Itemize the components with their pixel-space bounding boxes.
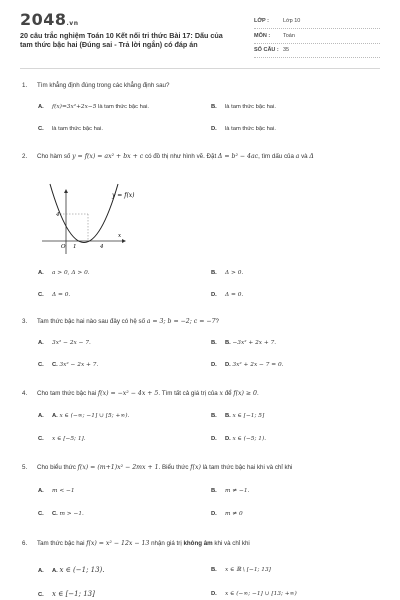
question-text: để xyxy=(222,390,234,397)
option-label: C. xyxy=(38,292,44,298)
option-label: B. xyxy=(211,340,217,346)
option-label: A. xyxy=(38,270,44,276)
question-text: Cho biểu thức xyxy=(37,464,78,471)
question-number: 5. xyxy=(22,464,28,471)
q4-option-c[interactable] xyxy=(38,436,86,442)
logo-suffix: .vn xyxy=(66,20,79,27)
option-label: C. xyxy=(38,436,44,442)
meta-class-key: LỚP : xyxy=(254,18,269,24)
question-number: 6. xyxy=(22,540,28,547)
document-title: 20 câu trắc nghiệm Toán 10 Kết nối tri thức Bài 17: Dấu của tam thức bậc hai (Đúng sai - Trả lời ngắn) có đáp án xyxy=(20,31,223,49)
question-text: Tìm khẳng định đúng trong các khẳng định sau? xyxy=(37,82,170,89)
question-text: có đồ thị như hình vẽ. Đặt xyxy=(143,153,218,160)
option-math: Δ > 0. xyxy=(225,270,244,276)
q3-option-c[interactable] xyxy=(38,362,98,368)
question-6 xyxy=(22,540,250,547)
question-text: Cho hàm số xyxy=(37,153,73,160)
question-math: f(x) xyxy=(190,464,201,471)
question-3 xyxy=(22,318,219,325)
parabola-graph xyxy=(40,186,135,256)
option-text: là tam thức bậc hai. xyxy=(225,104,276,110)
question-math: Δ xyxy=(309,153,314,160)
question-number: 1. xyxy=(22,82,28,89)
option-label: D. xyxy=(211,511,217,517)
option-label: B. xyxy=(211,488,217,494)
option-math: x ∈ [−1; 5] xyxy=(232,413,265,419)
question-4 xyxy=(22,390,259,397)
question-5 xyxy=(22,464,292,471)
x-axis-arrow xyxy=(122,239,126,243)
option-prefix: B. xyxy=(225,413,231,419)
option-label: C. xyxy=(38,126,44,132)
q5-option-a[interactable] xyxy=(38,488,75,494)
parabola-curve xyxy=(50,184,118,243)
question-number: 3. xyxy=(22,318,28,325)
question-math: Δ = b² − 4ac xyxy=(217,153,259,160)
option-text: là tam thức bậc hai. xyxy=(96,104,149,110)
question-number: 2. xyxy=(22,153,28,160)
question-emphasis: không âm xyxy=(183,540,213,547)
question-text: nhận giá trị xyxy=(149,540,184,547)
option-label: C. xyxy=(38,511,44,517)
option-label: B. xyxy=(211,104,217,110)
question-2 xyxy=(22,153,314,160)
x-tick-label: 1 xyxy=(73,244,77,250)
q1-option-d[interactable] xyxy=(211,126,276,132)
option-label: D. xyxy=(211,436,217,442)
q5-option-b[interactable] xyxy=(211,488,249,494)
question-text: . Tìm tất cả giá trị của xyxy=(158,390,220,397)
option-math: m < −1 xyxy=(52,488,75,494)
question-math: a = 3; b = −2; c = −7 xyxy=(146,318,216,325)
q4-option-a[interactable] xyxy=(38,413,129,419)
q3-option-a[interactable] xyxy=(38,340,91,346)
option-prefix: C. xyxy=(52,511,58,517)
question-text: là tam thức bậc hai khi và chỉ khi xyxy=(200,464,293,471)
option-math: m ≠ −1. xyxy=(225,488,250,494)
question-text: , tìm dấu của xyxy=(258,153,296,160)
option-math: x ∈ (−1; 13). xyxy=(59,566,105,574)
x-axis-label: x xyxy=(118,233,122,239)
option-math: x ∈ ℝ \ [−1; 13] xyxy=(225,567,271,573)
option-math: Δ = 0. xyxy=(225,292,244,298)
option-label: B. xyxy=(211,270,217,276)
q4-option-d[interactable] xyxy=(211,436,266,442)
q6-option-c[interactable] xyxy=(38,590,95,598)
option-prefix: B. xyxy=(225,340,231,346)
option-label: A. xyxy=(38,488,44,494)
option-label: B. xyxy=(211,413,217,419)
q6-option-d[interactable] xyxy=(211,591,297,597)
option-math: 3x² + 2x − 7 = 0. xyxy=(232,362,284,368)
q1-option-b[interactable] xyxy=(211,104,276,110)
meta-count-row xyxy=(254,45,380,58)
question-text: và xyxy=(299,153,310,160)
question-math: a xyxy=(295,153,300,160)
option-math: −3x² + 2x + 7. xyxy=(232,340,277,346)
question-text: . xyxy=(256,390,259,397)
meta-subject-value: Toán xyxy=(283,33,295,39)
site-logo[interactable] xyxy=(20,10,79,29)
question-text: Tam thức bậc hai xyxy=(37,540,87,547)
q2-option-d[interactable] xyxy=(211,292,243,298)
question-math: f(x) ≥ 0 xyxy=(233,390,257,397)
option-label: A. xyxy=(38,340,44,346)
option-label: C. xyxy=(38,592,44,598)
header-divider xyxy=(20,68,380,69)
q5-option-d[interactable] xyxy=(211,511,243,517)
question-math: x xyxy=(219,390,223,397)
logo-text: 2048 xyxy=(20,10,67,29)
q3-option-b[interactable] xyxy=(211,340,276,346)
option-label: A. xyxy=(38,413,44,419)
option-math: f(x)=3x²+2x−5 xyxy=(52,104,97,110)
function-label: y = f(x) xyxy=(112,192,135,199)
option-math: x ∈ (−∞; −1] ∪ [5; +∞). xyxy=(59,413,130,419)
q2-option-c[interactable] xyxy=(38,292,70,298)
question-math: f(x) = (m+1)x² − 2mx + 1 xyxy=(77,464,159,471)
question-math: y = f(x) = ax² + bx + c xyxy=(72,153,144,160)
meta-subject-row xyxy=(254,31,380,44)
meta-class-row xyxy=(254,16,380,29)
option-math: 3x² − 2x + 7. xyxy=(59,362,99,368)
option-prefix: A. xyxy=(52,568,58,574)
question-text: . Biểu thức xyxy=(158,464,191,471)
option-math: x ∈ (−∞; −1] ∪ [13; +∞) xyxy=(225,591,297,597)
option-prefix: D. xyxy=(225,362,231,368)
option-prefix: D. xyxy=(225,436,231,442)
option-label: A. xyxy=(38,568,44,574)
question-text: ? xyxy=(215,318,219,325)
y-tick-label: 4 xyxy=(56,212,60,218)
question-1 xyxy=(22,82,169,89)
option-label: A. xyxy=(38,104,44,110)
option-label: D. xyxy=(211,292,217,298)
meta-count-key: SỐ CÂU : xyxy=(254,47,279,53)
q4-option-b[interactable] xyxy=(211,413,264,419)
q1-option-a[interactable] xyxy=(38,104,149,110)
option-label: D. xyxy=(211,591,217,597)
option-math: a > 0, Δ > 0. xyxy=(52,270,90,276)
origin-label: O xyxy=(61,244,66,250)
question-math: f(x) = x² − 12x − 13 xyxy=(86,540,150,547)
option-math: m > −1. xyxy=(59,511,84,517)
option-label: C. xyxy=(38,362,44,368)
meta-class-value: Lớp 10 xyxy=(283,18,301,24)
question-number: 4. xyxy=(22,390,28,397)
option-math: x ∈ [−1; 13] xyxy=(52,590,95,598)
question-text: Tam thức bậc hai nào sau đây có hệ số xyxy=(37,318,147,325)
question-math: f(x) = −x² − 4x + 5 xyxy=(97,390,159,397)
option-prefix: C. xyxy=(52,362,58,368)
q6-option-a[interactable] xyxy=(38,566,105,574)
option-math: 3x² − 2x − 7. xyxy=(52,340,91,346)
meta-subject-key: MÔN : xyxy=(254,33,271,39)
option-label: B. xyxy=(211,567,217,573)
option-math: m ≠ 0 xyxy=(225,511,243,517)
option-text: là tam thức bậc hai. xyxy=(52,126,103,132)
q5-option-c[interactable] xyxy=(38,511,84,517)
document-header xyxy=(0,0,400,62)
option-math: x ∈ (−5; 1). xyxy=(232,436,267,442)
q6-option-b[interactable] xyxy=(211,567,271,573)
q2-option-a[interactable] xyxy=(38,270,90,276)
option-label: D. xyxy=(211,126,217,132)
q2-option-b[interactable] xyxy=(211,270,243,276)
q1-option-c[interactable] xyxy=(38,126,103,132)
y-axis-arrow xyxy=(64,189,68,193)
option-text: là tam thức bậc hai. xyxy=(225,126,276,132)
x-tick-label: 4 xyxy=(100,244,104,250)
meta-count-value: 35 xyxy=(283,47,290,53)
q3-option-d[interactable] xyxy=(211,362,284,368)
option-math: Δ = 0. xyxy=(52,292,71,298)
question-text: Cho tam thức bậc hai xyxy=(37,390,98,397)
option-prefix: A. xyxy=(52,413,58,419)
question-text: khi và chỉ khi xyxy=(212,540,250,547)
option-math: x ∈ [−5; 1]. xyxy=(52,436,86,442)
option-label: D. xyxy=(211,362,217,368)
